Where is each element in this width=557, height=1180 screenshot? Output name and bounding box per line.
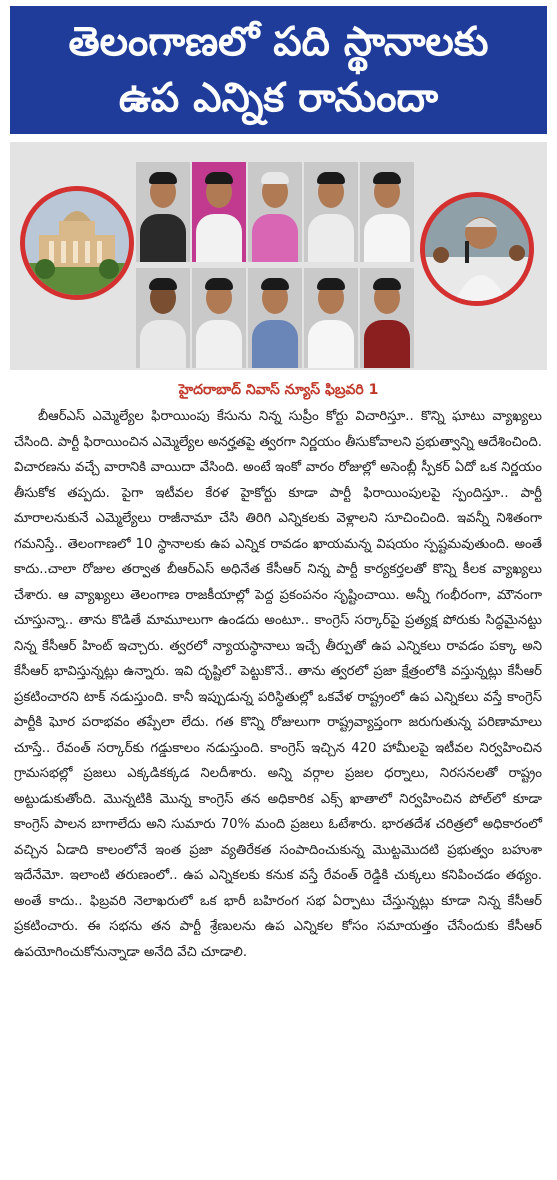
dateline: హైదరాబాద్ నివాస్ న్యూస్ ఫిబ్రవరి 1 <box>178 382 379 398</box>
mla-photo <box>136 162 190 262</box>
mla-photo-grid <box>136 162 416 368</box>
headline-line-2: ఉప ఎన్నిక రానుందా <box>118 75 439 121</box>
mla-photo <box>304 268 358 368</box>
speaker-photo <box>420 192 534 306</box>
mla-photo <box>304 162 358 262</box>
mla-photo <box>360 162 414 262</box>
mla-photo <box>248 268 302 368</box>
mla-photo <box>192 268 246 368</box>
article-body <box>14 404 542 965</box>
headline-line-1: తెలంగాణలో పది స్థానాలకు <box>68 19 489 65</box>
court-building-icon <box>25 191 129 295</box>
headline-banner <box>10 6 547 134</box>
supreme-court-photo <box>20 186 134 300</box>
mla-photo <box>248 162 302 262</box>
mla-photo <box>136 268 190 368</box>
mla-photo <box>360 268 414 368</box>
mla-photo <box>192 162 246 262</box>
photo-collage <box>10 142 547 370</box>
speaker-icon <box>425 197 529 301</box>
article-paragraph: బీఆర్ఎస్ ఎమ్మెల్యేల ఫిరాయింపు కేసును నిన్న సుప్రీం కోర్టు విచారిస్తూ.. కొన్ని ఘాటు వ్యాఖ్యలు చేసింది. పార్టీ ఫిరాయించిన ఎమ్మెల్యేల అనర్హతపై త్వరగా నిర్ణయం తీసుకోవాలని ప్రభుత్వాన్ని ఆదేశించింది. విచారణను వచ్చే వారానికి వాయిదా వేసింది. అంటే ఇంకో వారం రోజుల్లో అసెంబ్లీ స్పీకర్ ఏదో ఒక నిర్ణయం తీసుకోక తప్పదు. పైగా ఇటీవల కేరళ హైకోర్టు కూడా పార్టీ ఫిరాయింపులపై స్పందిస్తూ.. పార్టీ మారాలనుకునే ఎమ్మెల్యేలు రాజీనామా చేసి తిరిగి ఎన్నికలకు వెళ్లాలని సూచించింది. ఇవన్నీ నిశితంగా గమనిస్తే.. తెలంగాణలో 10 స్థానాలకు ఉప ఎన్నిక రావడం ఖాయమన్న విషయం స్పష్టమవుతుంది. అంతే కాదు..చాలా రోజుల తర్వాత బీఆర్ఎస్ అధినేత కేసీఆర్ నిన్న పార్టీ కార్యకర్తలతో కొన్ని కీలక వ్యాఖ్యలు చేశారు. ఆ వ్యాఖ్యలు తెలంగాణ రాజకీయాల్లో పెద్ద ప్రకంపనం సృష్టించాయి. అన్నీ గంభీరంగా, మౌనంగా చూస్తున్నా.. తాను కొడితే మామూలుగా ఉండదు అంటూ.. కాంగ్రెస్ సర్కార్‌పై ప్రత్యక్ష పోరుకు సిద్ధమైనట్టు నిన్న కేసీఆర్ హింట్ ఇచ్చారు. త్వరలో న్యాయస్థానాలు ఇచ్చే తీర్పుతో ఉప ఎన్నికలు రావడం పక్కా అని కేసీఆర్ భావిస్తున్నట్లు ఉన్నారు. ఇవి దృష్టిలో పెట్టుకొనే.. తాను త్వరలో ప్రజా క్షేత్రంలోకి వస్తున్నట్లు కేసీఆర్ ప్రకటించారని టాక్ నడుస్తుంది. కానీ ఇప్పుడున్న పరిస్థితుల్లో ఒకవేళ రాష్ట్రంలో ఉప ఎన్నికలు వస్తే కాంగ్రెస్ పార్టీకి ఘోర పరాభవం తప్పేలా లేదు. గత కొన్ని రోజులుగా రాష్ట్రవ్యాప్తంగా జరుగుతున్న పరిణామాలు చూస్తే.. రేవంత్ సర్కార్‌కు గడ్డుకాలం నడుస్తుంది. కాంగ్రెస్ ఇచ్చిన 420 హామీలపై ఇటీవల నిర్వహించిన గ్రామసభల్లో ప్రజలు ఎక్కడికక్కడ నిలదీశారు. అన్ని వర్గాల ప్రజల ధర్నాలు, నిరసనలతో రాష్ట్రం అట్టుడుకుతోంది. మొన్నటికి మొన్న కాంగ్రెస్ తన అధికారిక ఎక్స్ ఖాతాలో నిర్వహించిన పోల్‌లో కూడా కాంగ్రెస్ పాలన బాగాలేదు అని సుమారు 70% మంది ప్రజలు ఓటేశారు. భారతదేశ చరిత్రలో అధికారంలో వచ్చిన ఏడాది కాలంలోనే ఇంత ప్రజా వ్యతిరేకత సంపాదించుకున్న మొట్టమొదటి ప్రభుత్వం బహుశా ఇదేనేమో. ఇలాంటి తరుణంలో.. ఉప ఎన్నికలకు కనుక వస్తే రేవంత్ రెడ్డికి చుక్కలు కనిపించడం తథ్యం. అంతే కాదు.. ఫిబ్రవరి నెలాఖరులో ఒక భారీ బహిరంగ సభ ఏర్పాటు చేస్తున్నట్లు కూడా నిన్న కేసీఆర్ ప్రకటించారు. ఈ సభను తన పార్టీ శ్రేణులను ఉప ఎన్నికల కోసం సమాయత్తం చేసేందుకు కేసీఆర్ ఉపయోగించుకోనున్నాడా అనేది వేచి చూడాలి. <box>14 409 542 960</box>
